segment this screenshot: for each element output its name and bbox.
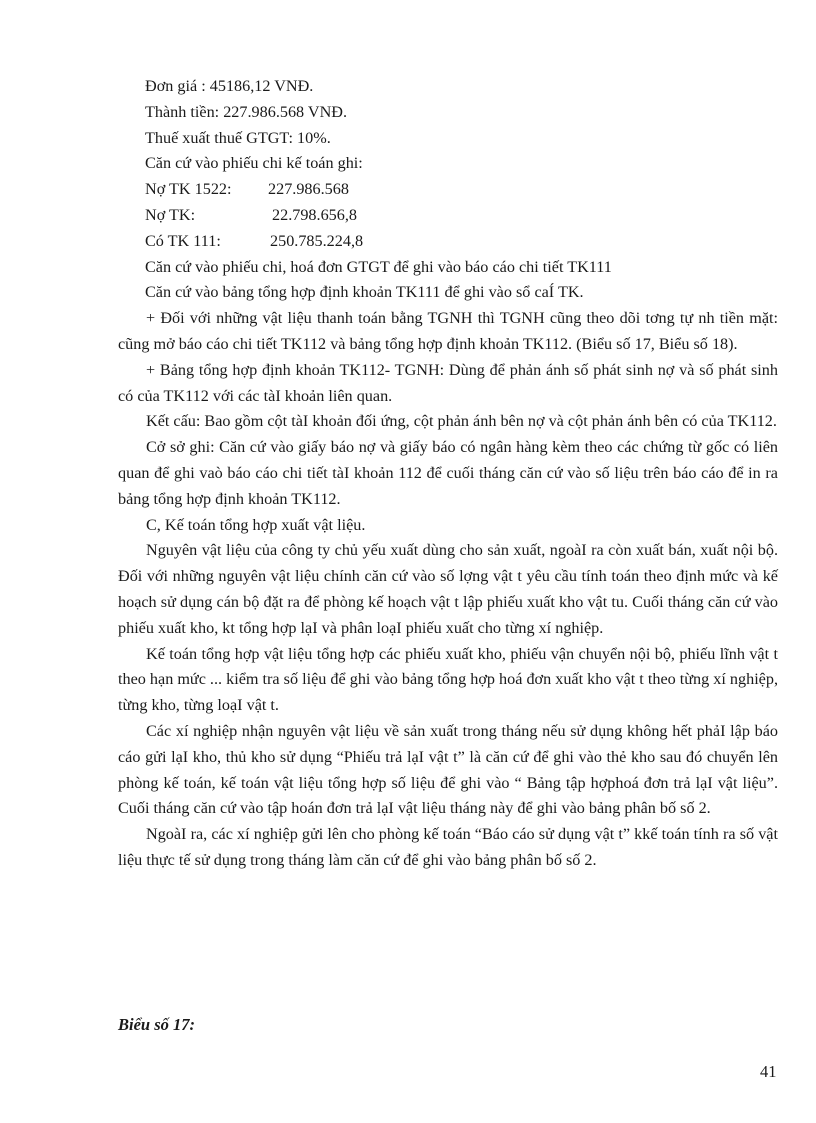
total-amount-line: Thành tiền: 227.986.568 VNĐ. (145, 102, 348, 121)
paragraph-enterprises-return: Các xí nghiệp nhận nguyên vật liệu về sản xuất trong tháng nếu sử dụng không hết phảI lập báo cáo gửi lạI kho, thủ kho sử dụng “Phiếu trả lạI vật t” là căn cứ để ghi vào thẻ kho sau đó chuyển lên phòng kế toán, kế toán vật liệu tổng hợp số liệu để ghi vào “ Bảng tập hợphoá đơn trả lạI vật liệu”. Cuối tháng căn cứ vào tập hoán đơn trả lạI vật liệu tháng này để ghi vào bảng phân bố số 2. (118, 721, 778, 818)
credit-tk111-line (118, 229, 778, 255)
debit-tk-label: Nợ TK: (145, 205, 196, 224)
payment-voucher-line: Căn cứ vào phiếu chi kế toán ghi: (145, 154, 363, 173)
paragraph-usage-report: NgoàI ra, các xí nghiệp gửi lên cho phòng kế toán “Báo cáo sử dụng vật t” kkế toán tính ra số vật liệu thực tế sử dụng trong tháng làm căn cứ để ghi vào bảng phân bố số 2. (118, 825, 778, 869)
debit-tk1522-value: 227.986.568 (268, 180, 349, 199)
debit-tk1522-label: Nợ TK 1522: (145, 180, 232, 199)
section-heading-c: C, Kế toán tổng hợp xuất vật liệu. (146, 515, 366, 534)
vat-rate-line: Thuế xuất thuế GTGT: 10%. (145, 128, 331, 147)
credit-tk111-label: Có TK 111: (145, 231, 221, 250)
summary-basis-line: Căn cứ vào bảng tổng hợp định khoản TK111 để ghi vào sổ caÍ TK. (145, 283, 584, 302)
debit-tk-line (118, 203, 778, 229)
paragraph-accounting-summary: Kế toán tổng hợp vật liệu tổng hợp các phiếu xuất kho, phiếu vận chuyển nội bộ, phiếu lĩnh vật t theo hạn mức ... kiểm tra số liệu để ghi vào bảng tổng hợp hoá đơn xuất kho vật t theo từng xí nghiệp, từng kho, từng loạI vật t. (118, 644, 779, 715)
paragraph-tgnh: + Đối với những vật liệu thanh toán bằng TGNH thì TGNH cũng theo dõi tơng tự nh tiền mặt: cũng mở báo cáo chi tiết TK112 và bảng tổng hợp định khoản TK112. (Biểu số 17, Biểu số 18). (118, 309, 778, 353)
credit-tk111-value: 250.785.224,8 (270, 231, 364, 250)
table-heading: Biểu số 17: (118, 1015, 196, 1034)
paragraph-structure: Kết cấu: Bao gồm cột tàI khoản đối ứng, cột phản ánh bên nợ và cột phản ánh bên có của TK112. (146, 412, 777, 431)
paragraph-recording-basis: Cở sở ghi: Căn cứ vào giấy báo nợ và giấy báo có ngân hàng kèm theo các chứng từ gốc có liên quan để ghi vaò báo cáo chi tiết tàI khoản 112 để cuối tháng căn cứ vào số liệu trên báo cáo để in ra bảng tổng hợp định khoản TK112. (118, 438, 778, 508)
paragraph-tk112-summary: + Bảng tổng hợp định khoản TK112- TGNH: Dùng để phản ánh số phát sinh nợ và số phát sinh có của TK112 với các tàI khoản liên quan. (118, 360, 778, 405)
page-number: 41 (760, 1062, 777, 1081)
unit-price-line: Đơn giá : 45186,12 VNĐ. (145, 77, 314, 95)
paragraph-materials: Nguyên vật liệu của công ty chủ yếu xuất dùng cho sản xuất, ngoàI ra còn xuất bán, xuất nội bộ. Đối với những nguyên vật liệu chính căn cứ vào số lợng vật t yêu cầu tính toán theo định mức và kế hoạch sử dụng cán bộ đặt ra để phòng kế hoạch vật t lập phiếu xuất kho vật tu. Cuối tháng căn cứ vào phiếu xuất kho, kt tổng hợp lạI và phân loạI phiếu xuất cho từng xí nghiệp. (118, 541, 778, 637)
body-text (118, 74, 778, 874)
debit-tk1522-line (118, 177, 778, 203)
invoice-basis-line: Căn cứ vào phiếu chi, hoá đơn GTGT để ghi vào báo cáo chi tiết TK111 (145, 257, 612, 276)
debit-tk-value: 22.798.656,8 (272, 205, 357, 224)
